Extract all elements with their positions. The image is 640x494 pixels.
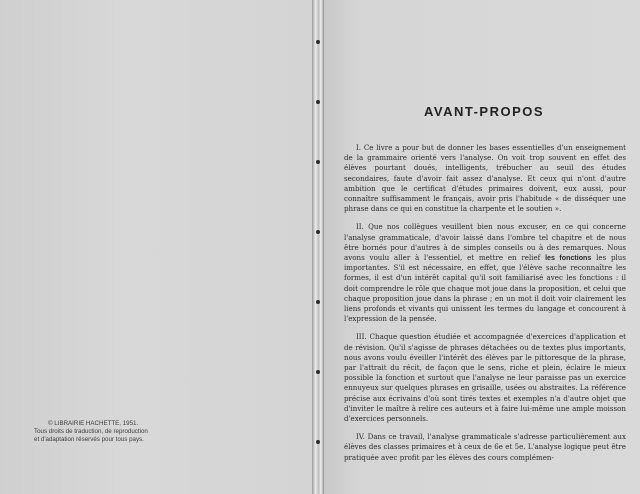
- paragraph-1: I. Ce livre a pour but de donner les bases essentielles d'un enseignement de la grammaire orienté vers l'analyse. On voit trop souvent en effet des élèves pourtant doués, intelligents, trébucher au seuil des études secondaires, faute d'avoir fait assez d'analyse. Et ceux qui n'ont d'autre ambition que le certificat d'études primaires doivent, eux aussi, pour connaître suffisamment le français, avoir pris l'habitude « de disséquer une phrase dans ce qui en constitue la charpente et le soutien ».: [344, 143, 626, 214]
- foreword-body: [344, 143, 626, 471]
- binding-hole: [316, 370, 320, 374]
- binding-hole: [316, 440, 320, 444]
- left-page: [0, 0, 312, 494]
- binding-hole: [316, 40, 320, 44]
- right-page: [324, 0, 640, 494]
- copyright-line-3: et d'adaptation réservés pour tous pays.: [34, 436, 144, 443]
- copyright-notice: [34, 420, 224, 444]
- copyright-line-2: Tous droits de traduction, de reproduction: [34, 428, 148, 435]
- paragraph-4: IV. Dans ce travail, l'analyse grammaticale s'adresse particulièrement aux élèves des classes primaires et à ceux de 6e et 5e. L'analyse logique peut être pratiquée avec profit par les élèves des cours complémen-: [344, 432, 626, 462]
- paragraph-2-text-b: les plus importantes. S'il est nécessaire, en effet, que l'élève sache reconnaître les formes, il est d'un intérêt capital qu'il soit familiarisé avec les fonctions : il doit comprendre le rôle que chaque mot joue dans la proposition, et celui que chaque proposition joue dans la phrase ; en un mot il doit voir clairement les liens profonds et vivants qui unissent les termes du langage et concourent à l'expression de la pensée.: [344, 253, 626, 324]
- paragraph-2-emphasis: les fonctions: [545, 254, 592, 263]
- binding-hole: [316, 100, 320, 104]
- book-gutter: [312, 0, 324, 494]
- copyright-line-1: © LIBRAIRIE HACHETTE, 1951.: [48, 420, 139, 427]
- page-title: AVANT-PROPOS: [423, 104, 545, 119]
- binding-hole: [316, 160, 320, 164]
- binding-hole: [316, 300, 320, 304]
- paragraph-2-text-a: II. Que nos collègues veuillent bien nous excuser, en ce qui concerne l'analyse grammaticale, d'avoir laissé dans l'ombre tel chapitre et de nous être bornés pour d'autres à de simples conseils ou à des remarques. Nous avons voulu aller à l'essentiel, et mettre en relief: [344, 222, 626, 263]
- binding-hole: [316, 230, 320, 234]
- paragraph-3: III. Chaque question étudiée et accompagnée d'exercices d'application et de révision. Qu'il s'agisse de phrases détachées ou de textes plus importants, nous avons voulu éveiller l'intérêt des élèves par le pittoresque de la phrase, par l'attrait du récit, de façon que le sens, riche et plein, éclaire le mieux possible la fonction et surtout que l'analyse ne leur paraisse pas un exercice ennuyeux sur quelques phrases en grisaille, usées ou abstraites. La référence précise aux écrivains d'où sont tirés textes et exemples n'a d'autre objet que d'inviter le maître à relire ces auteurs et à faire lui-même une ample moisson d'exercices personnels.: [344, 332, 626, 424]
- paragraph-2: [344, 222, 626, 324]
